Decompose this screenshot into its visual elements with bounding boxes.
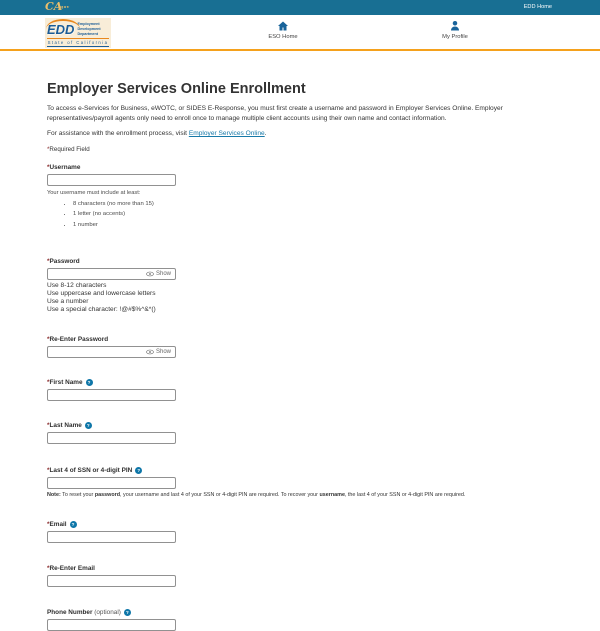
last-name-input[interactable] xyxy=(47,432,176,444)
first-name-input[interactable] xyxy=(47,389,176,401)
phone-input[interactable] xyxy=(47,619,176,631)
required-mark: * xyxy=(47,466,50,474)
site-header xyxy=(0,15,600,51)
required-mark: * xyxy=(47,164,50,171)
home-icon xyxy=(277,20,289,32)
ssn-pin-label: *Last 4 of SSN or 4-digit PIN ? xyxy=(47,467,555,474)
assistance-prefix: For assistance with the enrollment process, visit xyxy=(47,130,189,137)
first-name-label: *First Name ? xyxy=(47,379,555,386)
ca-gov-logo-text: CA xyxy=(45,0,63,13)
required-mark: * xyxy=(47,564,50,572)
assistance-line xyxy=(47,130,555,137)
ca-gov-logo-sub: gov xyxy=(60,4,70,9)
nav-eso-home-label: ESO Home xyxy=(268,34,298,40)
username-hint-item: • 1 number xyxy=(73,222,555,228)
required-mark: * xyxy=(47,146,50,153)
password-show-button[interactable] xyxy=(146,271,171,277)
edd-logo-department-lines: Employment Development Department xyxy=(77,22,101,36)
username-hint-item: • 8 characters (no more than 15) xyxy=(73,201,555,207)
top-utility-bar xyxy=(0,0,600,15)
ssn-pin-help-icon[interactable]: ? xyxy=(135,467,142,474)
first-name-help-icon[interactable]: ? xyxy=(86,379,93,386)
username-label: *Username xyxy=(47,164,81,171)
password-show-label: Show xyxy=(155,270,171,277)
password-hints xyxy=(47,282,555,314)
edd-logo-acronym: EDD xyxy=(47,23,74,36)
required-mark: * xyxy=(47,257,50,265)
person-icon xyxy=(449,20,461,32)
password-label: *Password xyxy=(47,257,80,265)
email-label: *Email ? xyxy=(47,521,555,528)
edd-logo[interactable] xyxy=(45,18,111,48)
password-hint-item: Use a number xyxy=(47,297,89,305)
phone-help-icon[interactable]: ? xyxy=(124,609,131,616)
username-input[interactable] xyxy=(47,174,176,186)
ssn-pin-note: Note: To reset your password, your username and last 4 of your SSN or 4-digit PIN are required. To recover your username, the last 4 of your SSN or 4-digit PIN are required. xyxy=(47,491,466,498)
required-mark: * xyxy=(47,520,50,528)
email-input[interactable] xyxy=(47,531,176,543)
required-mark: * xyxy=(47,421,50,429)
reenter-email-label: *Re-Enter Email xyxy=(47,564,95,572)
password-hint-item: Use uppercase and lowercase letters xyxy=(47,289,156,297)
password-input[interactable] xyxy=(47,268,176,280)
required-mark: * xyxy=(47,335,50,343)
ssn-pin-input[interactable] xyxy=(47,477,176,489)
phone-label: Phone Number (optional) ? xyxy=(47,609,555,616)
edd-logo-arc xyxy=(46,19,80,29)
nav-eso-home[interactable] xyxy=(248,20,318,40)
required-field-label: Required Field xyxy=(49,146,90,153)
reenter-password-show-label: Show xyxy=(155,348,171,355)
phone-optional-suffix: (optional) xyxy=(94,608,121,616)
required-mark: * xyxy=(47,378,50,386)
employer-services-online-link[interactable]: Employer Services Online xyxy=(188,130,265,137)
username-hint-item: • 1 letter (no accents) xyxy=(73,211,555,217)
password-hint-item: Use 8-12 characters xyxy=(47,281,107,289)
eye-icon xyxy=(146,349,154,355)
nav-my-profile[interactable] xyxy=(420,20,490,40)
username-hint-list xyxy=(47,201,555,228)
last-name-label: *Last Name ? xyxy=(47,422,555,429)
reenter-password-show-button[interactable] xyxy=(146,349,171,355)
password-hint-item: Use a special character: !@#$%^&*() xyxy=(47,305,156,313)
reenter-email-input[interactable] xyxy=(47,575,176,587)
page-title: Employer Services Online Enrollment xyxy=(47,81,306,97)
intro-paragraph: To access e-Services for Business, eWOTC, or SIDES E-Response, you must first create a username and password in Employer Services Online. Employer representatives/payroll agents only need to enroll once to manage multiple client accounts using their own name and contact information. xyxy=(47,105,503,122)
email-help-icon[interactable]: ? xyxy=(70,521,77,528)
username-hint-title: Your username must include at least: xyxy=(47,190,141,196)
edd-logo-state: State of California xyxy=(47,40,109,46)
ca-gov-logo[interactable] xyxy=(45,0,72,15)
required-field-note xyxy=(47,146,555,153)
reenter-password-input[interactable] xyxy=(47,346,176,358)
main-content xyxy=(0,81,600,631)
last-name-help-icon[interactable]: ? xyxy=(85,422,92,429)
edd-home-link[interactable]: EDD Home xyxy=(523,4,552,10)
reenter-password-label: *Re-Enter Password xyxy=(47,335,109,343)
nav-my-profile-label: My Profile xyxy=(442,34,468,40)
eye-icon xyxy=(146,271,154,277)
assistance-suffix: . xyxy=(264,130,267,137)
edd-logo-top xyxy=(47,19,109,36)
